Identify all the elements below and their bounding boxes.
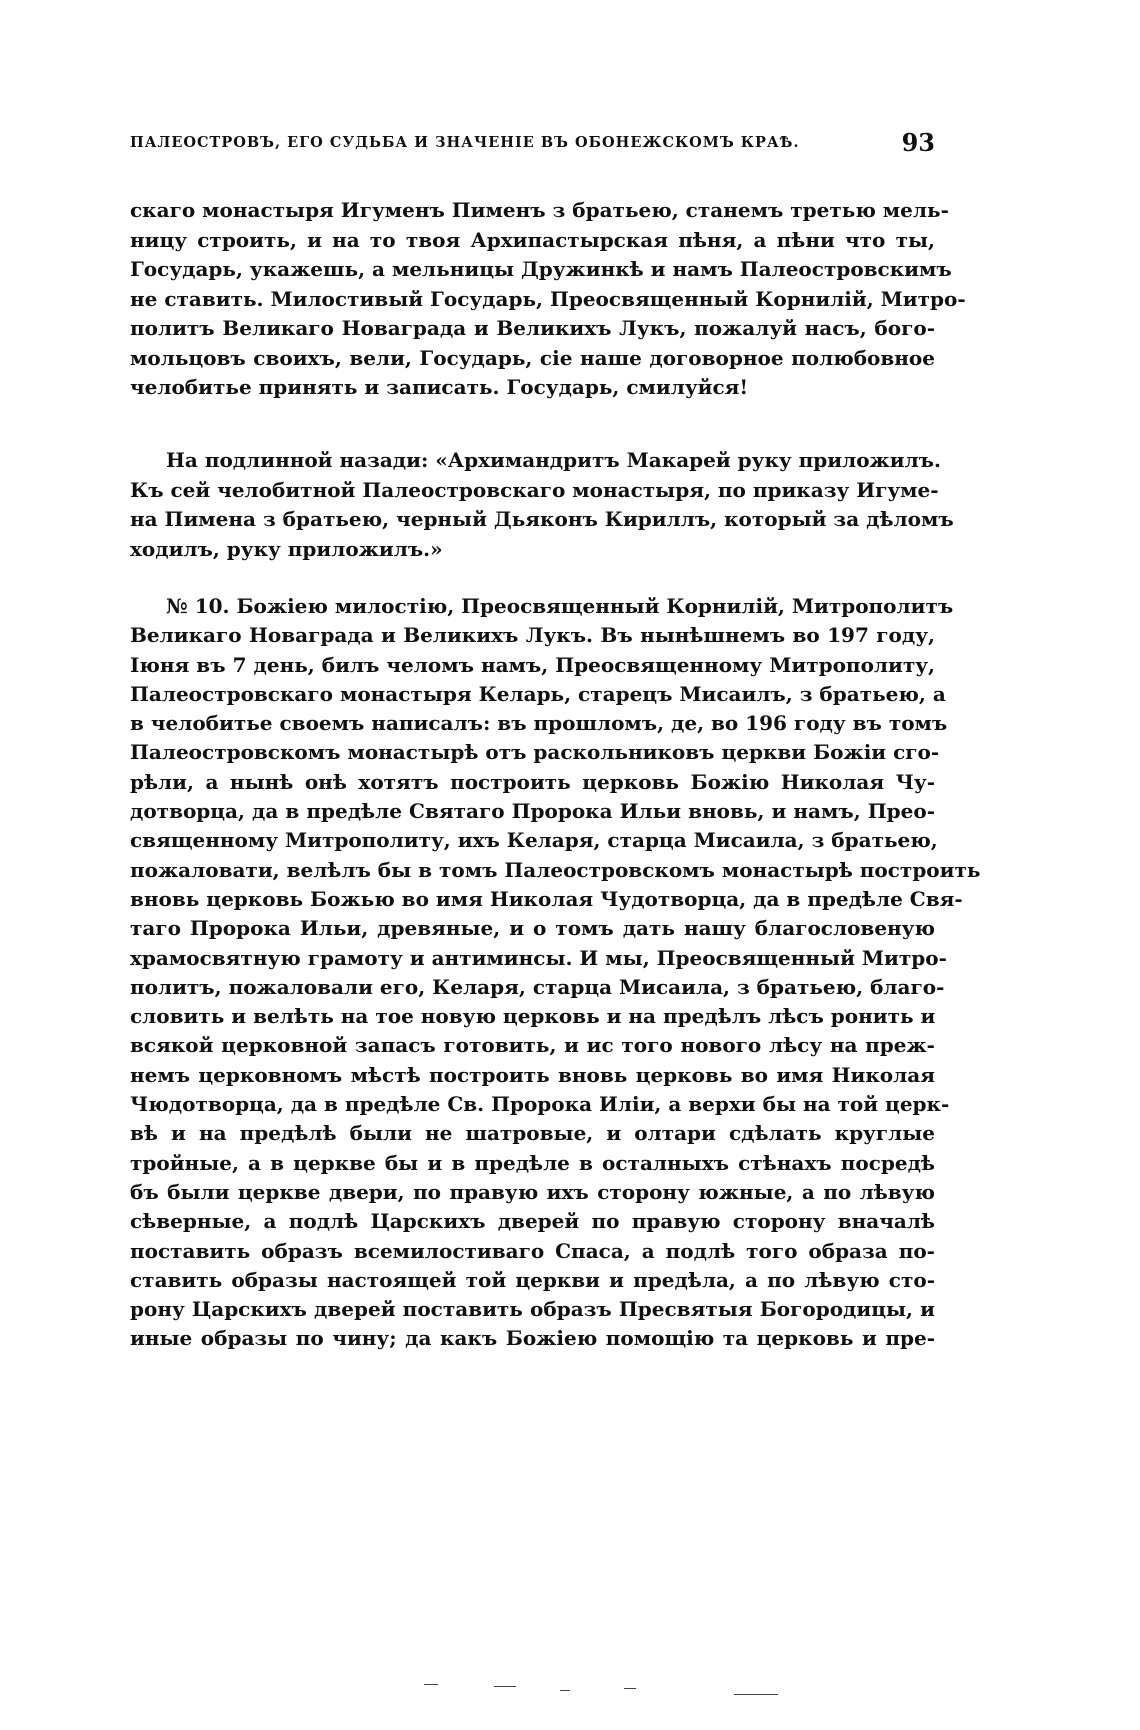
- paragraph-3: [130, 592, 981, 1354]
- text-line: иные образы по чину; да какъ Божіею помощію та церковь и пре-: [130, 1326, 935, 1351]
- text-line: политъ Великаго Новаграда и Великихъ Лукъ, пожалуй насъ, бого-: [130, 316, 935, 340]
- text-line: Палеостровскаго монастыря Келарь, старецъ Мисаилъ, з братьею, а: [130, 681, 946, 706]
- text-line: пожаловати, велѣлъ бы в томъ Палеостровскомъ монастырѣ построить: [130, 857, 981, 882]
- text-line: не ставить. Милостивый Государь, Преосвященный Корнилій, Митро-: [130, 286, 966, 311]
- text-line: № 10. Божіею милостію, Преосвященный Корнилій, Митрополитъ: [166, 594, 954, 618]
- text-line: всякой церковной запасъ готовить, и ис того нового лѣсу на преж-: [130, 1033, 935, 1058]
- text-line: словить и велѣть на тое новую церковь и на предѣлъ лѣсъ ронить и: [130, 1004, 936, 1029]
- text-line: вновь церковь Божью во имя Николая Чудотворца, да в предѣле Свя-: [130, 886, 963, 911]
- text-line: На подлинной назади: «Архимандритъ Макарей руку приложилъ.: [166, 448, 941, 472]
- text-line: скаго монастыря Игуменъ Пименъ з братьею, станемъ третью мель-: [130, 198, 949, 222]
- text-line: храмосвятную грамоту и антиминсы. И мы, Преосвященный Митро-: [130, 945, 947, 970]
- text-line: поставить образъ всемилостиваго Спаса, а подлѣ того образа по-: [130, 1238, 935, 1263]
- running-title: ПАЛЕОСТРОВЪ, ЕГО СУДЬБА И ЗНАЧЕНІЕ ВЪ ОБОНЕЖСКОМЪ КРАѢ.: [130, 134, 800, 151]
- text-line: рѣли, а нынѣ онѣ хотятъ построить церковь Божію Николая Чу-: [130, 769, 935, 794]
- text-line: ставить образы настоящей той церкви и предѣла, а по лѣвую сто-: [130, 1267, 935, 1292]
- text-line: священному Митрополиту, ихъ Келаря, старца Мисаила, з братьею,: [130, 828, 938, 853]
- text-line: тройные, а в церкве бы и в предѣле в осталныхъ стѣнахъ посредѣ: [130, 1150, 935, 1175]
- text-line: политъ, пожаловали его, Келаря, старца Мисаила, з братьею, благо-: [130, 974, 945, 999]
- text-line: Чюдотворца, да в предѣле Св. Пророка Иліи, а верхи бы на той церк-: [130, 1092, 950, 1117]
- text-line: немъ церковномъ мѣстѣ построить вновь церковь во имя Николая: [130, 1062, 935, 1087]
- text-line: Іюня въ 7 день, билъ челомъ намъ, Преосвященному Митрополиту,: [130, 652, 935, 677]
- text-line: Палеостровскомъ монастырѣ отъ раскольниковъ церкви Божіи сго-: [130, 740, 940, 765]
- page-number: 93: [901, 128, 935, 157]
- text-line: дотворца, да в предѣле Святаго Пророка Ильи вновь, и намъ, Прео-: [130, 799, 935, 824]
- text-line: таго Пророка Ильи, древяные, и о томъ дать нашу благословеную: [130, 916, 935, 941]
- paragraph-1: [130, 196, 966, 403]
- text-line: вѣ и на предѣлѣ были не шатровые, и олтари сдѣлать круглые: [130, 1121, 935, 1146]
- text-line: сѣверные, а подлѣ Царскихъ дверей по правую сторону вначалѣ: [130, 1209, 935, 1234]
- text-line: челобитье принять и записать. Государь, смилуйся!: [130, 375, 749, 399]
- text-line: ницу строить, и на то твоя Архипастырская пѣня, а пѣни что ты,: [130, 227, 935, 252]
- text-line: в челобитье своемъ написалъ: въ прошломъ, де, во 196 году въ томъ: [130, 711, 948, 736]
- text-line: на Пимена з братьею, черный Дьяконъ Кириллъ, который за дѣломъ: [130, 507, 954, 531]
- text-line: Къ сей челобитной Палеостровскаго монастыря, по приказу Игуме-: [130, 477, 939, 502]
- running-header: [130, 128, 935, 162]
- text-line: бъ были церкве двери, по правую ихъ сторону южные, а по лѣвую: [130, 1179, 935, 1204]
- paragraph-2: [130, 446, 954, 564]
- text-line: ходилъ, руку приложилъ.»: [130, 536, 443, 561]
- text-line: Великаго Новаграда и Великихъ Лукъ. Въ нынѣшнемъ во 197 году,: [130, 623, 935, 648]
- text-line: рону Царскихъ дверей поставить образъ Пресвятыя Богородицы, и: [130, 1297, 935, 1322]
- text-line: мольцовъ своихъ, вели, Государь, сіе наше договорное полюбовное: [130, 345, 935, 370]
- text-line: Государь, укажешь, а мельницы Дружинкѣ и намъ Палеостровскимъ: [130, 257, 952, 281]
